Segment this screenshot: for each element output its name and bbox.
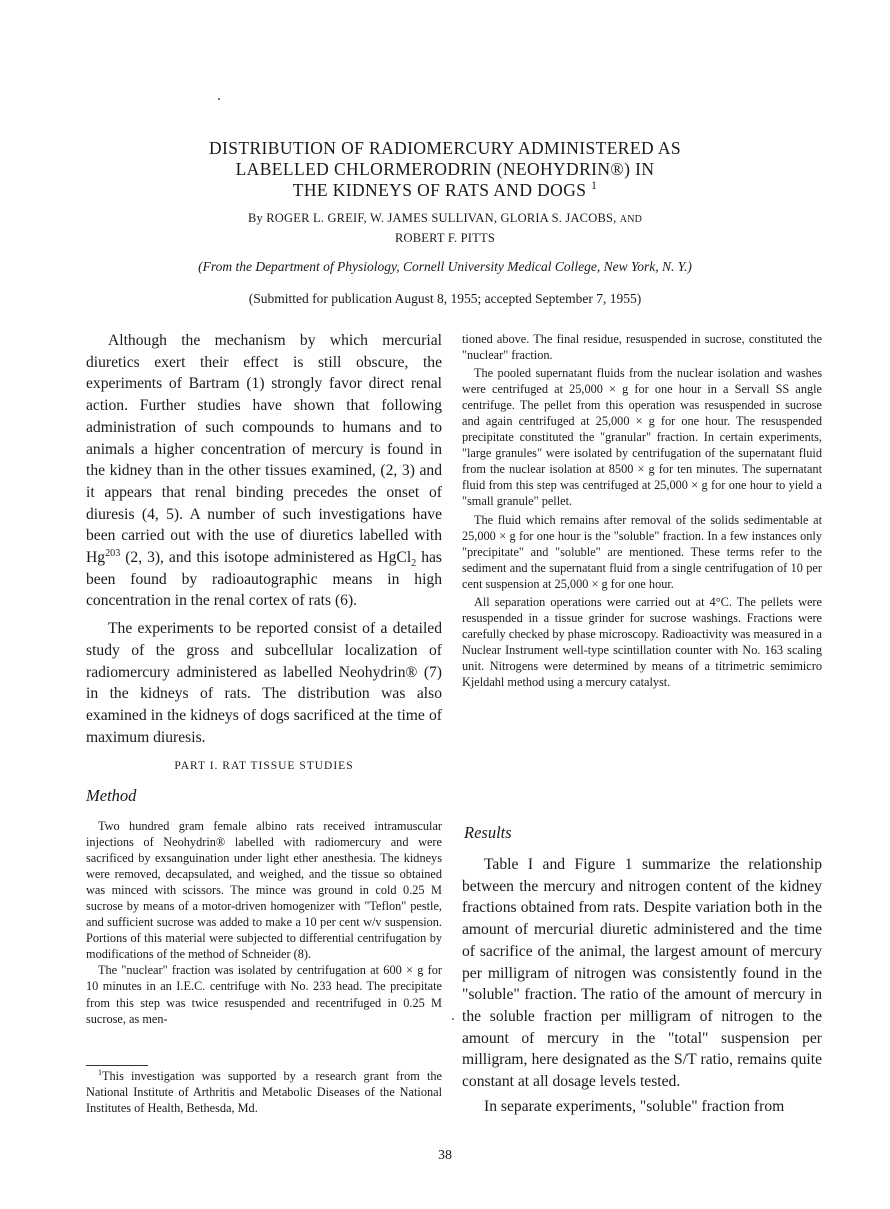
intro-paragraph: The experiments to be reported consist of a detailed study of the gross and subcellular localization of radiomercury administered as labelled Neohydrin® (7) in the kidneys of rats. The distribution was also examined in the kidneys of dogs sacrificed at the time of maximum diuresis. <box>86 620 442 746</box>
results-section <box>462 854 822 1117</box>
submission-dates: (Submitted for publication August 8, 1955; accepted September 7, 1955) <box>248 291 642 306</box>
footnote: $^1$This investigation was supported by a research grant from the National Institute of Arthritis and Metabolic Diseases of the National Institutes of Health, Bethesda, Md. <box>86 1067 442 1115</box>
article-title <box>100 138 790 201</box>
results-heading: Results <box>464 823 512 842</box>
results-paragraph: Table I and Figure 1 summarize the relationship between the mercury and nitrogen content of the kidney fractions obtained from rats. Despite variation both in the amount of mercurial diuretic administered and the time of sacrifice of the animal, the largest amount of mercury per milligram of nitrogen was consistently found in the "soluble" fraction. The ratio of the amount of mercury in the soluble fraction per milligram of nitrogen to the amount of mercury in the "total" suspension per milligram, here designated as the S/T ratio, remains quite constant at all dosage levels tested. <box>462 856 822 1091</box>
page-number: 38 <box>438 1148 452 1163</box>
method-section <box>86 818 442 1027</box>
footnote-reference: 1 <box>591 180 598 193</box>
method-paragraph: Two hundred gram female albino rats received intramuscular injections of Neohydrin® labelled with radiomercury and were sacrificed by exsanguination under light ether anesthesia. The kidneys were removed, decapsulated, and weighed, and the tissue so obtained was minced with scissors. The mince was ground in cold 0.25 M sucrose by means of a motor-driven homogenizer with "Teflon" pestle, and sufficient sucrose was added to make a 10 per cent w/v suspension. Portions of this material were subjected to differential centrifugation by modifications of the method of Schneider (8). <box>86 819 442 962</box>
title-line: THE KIDNEYS OF RATS AND DOGS $^1$ <box>292 180 598 200</box>
title-line: DISTRIBUTION OF RADIOMERCURY ADMINISTERED AS <box>209 138 681 158</box>
method-continued <box>462 331 822 690</box>
title-line: LABELLED CHLORMERODRIN (NEOHYDRIN®) IN <box>235 159 655 179</box>
method-paragraph: The fluid which remains after removal of the solids sedimentable at 25,000 × g for one hour is the "soluble" fraction. In a few instances only "precipitate" and "soluble" are mentioned. These terms refer to the sediment and the supernatant fluid from a single centrifugation of 10 per cent suspension at 25,000 × g for one hour. <box>462 512 822 591</box>
method-paragraph: The "nuclear" fraction was isolated by centrifugation at 600 × g for 10 minutes in an I.E.C. centrifuge with No. 233 head. The precipitate from this step was twice resuspended and recentrifuged in 0.25 M sucrose, as men- <box>86 963 442 1026</box>
affiliation: (From the Department of Physiology, Cornell University Medical College, New York, N. Y.) <box>198 259 692 274</box>
part-heading: PART I. RAT TISSUE STUDIES <box>174 760 354 772</box>
footnote-rule <box>86 1065 148 1066</box>
method-paragraph: tioned above. The final residue, resuspended in sucrose, constituted the "nuclear" fraction. <box>462 332 822 363</box>
method-paragraph: All separation operations were carried out at 4°C. The pellets were resuspended in a tissue grinder for sucrose washings. Fractions were carefully checked by phase microscopy. Radioactivity was measured in a Nuclear Instrument well-type scintillation counter with No. 163 scaling unit. Nitrogens were determined by means of a titrimetric semimicro Kjeldahl method using a mercury catalyst. <box>462 594 822 689</box>
method-paragraph: The pooled supernatant fluids from the nuclear isolation and washes were centrifuged at 25,000 × g for one hour in a Servall SS angle centrifuge. The pellet from this operation was resuspended in sucrose and again centrifuged at 25,000 × g for one hour. The resuspended precipitate constituted the "granular" fraction. In certain experiments, "large granules" were isolated by centrifugation of the supernatant fluid from the nuclear isolation at 8500 × g for ten minutes. The supernatant fluid from this step was centrifuged at 25,000 × g for one hour to yield a "small granule" pellet. <box>462 366 822 509</box>
method-heading: Method <box>86 786 137 805</box>
intro-paragraph: Although the mechanism by which mercurial diuretics exert their effect is still obscure, the experiments of Bartram (1) strongly favor direct renal action. Further studies have shown that following administration of such compounds to humans and to animals a higher concentration of mercury is found in the kidney than in the other tissues examined, (2, 3) and it appears that renal binding precedes the onset of diuresis (4, 5). A number of such investigations have been carried out with the use of diuretics labelled with Hg$^{203}$ (2, 3), and this isotope administered as HgCl$_2$ has been found by radioautographic means in high concentration in the renal cortex of rats (6). <box>86 332 442 610</box>
results-paragraph: In separate experiments, "soluble" fraction from <box>484 1097 785 1115</box>
print-speck <box>218 98 220 100</box>
print-speck <box>452 1018 454 1020</box>
author-line: ROBERT F. PITTS <box>395 231 495 245</box>
author-line: By ROGER L. GREIF, W. JAMES SULLIVAN, GLORIA S. JACOBS, AND <box>247 211 643 225</box>
author-list <box>100 209 790 247</box>
intro-section <box>86 330 442 748</box>
